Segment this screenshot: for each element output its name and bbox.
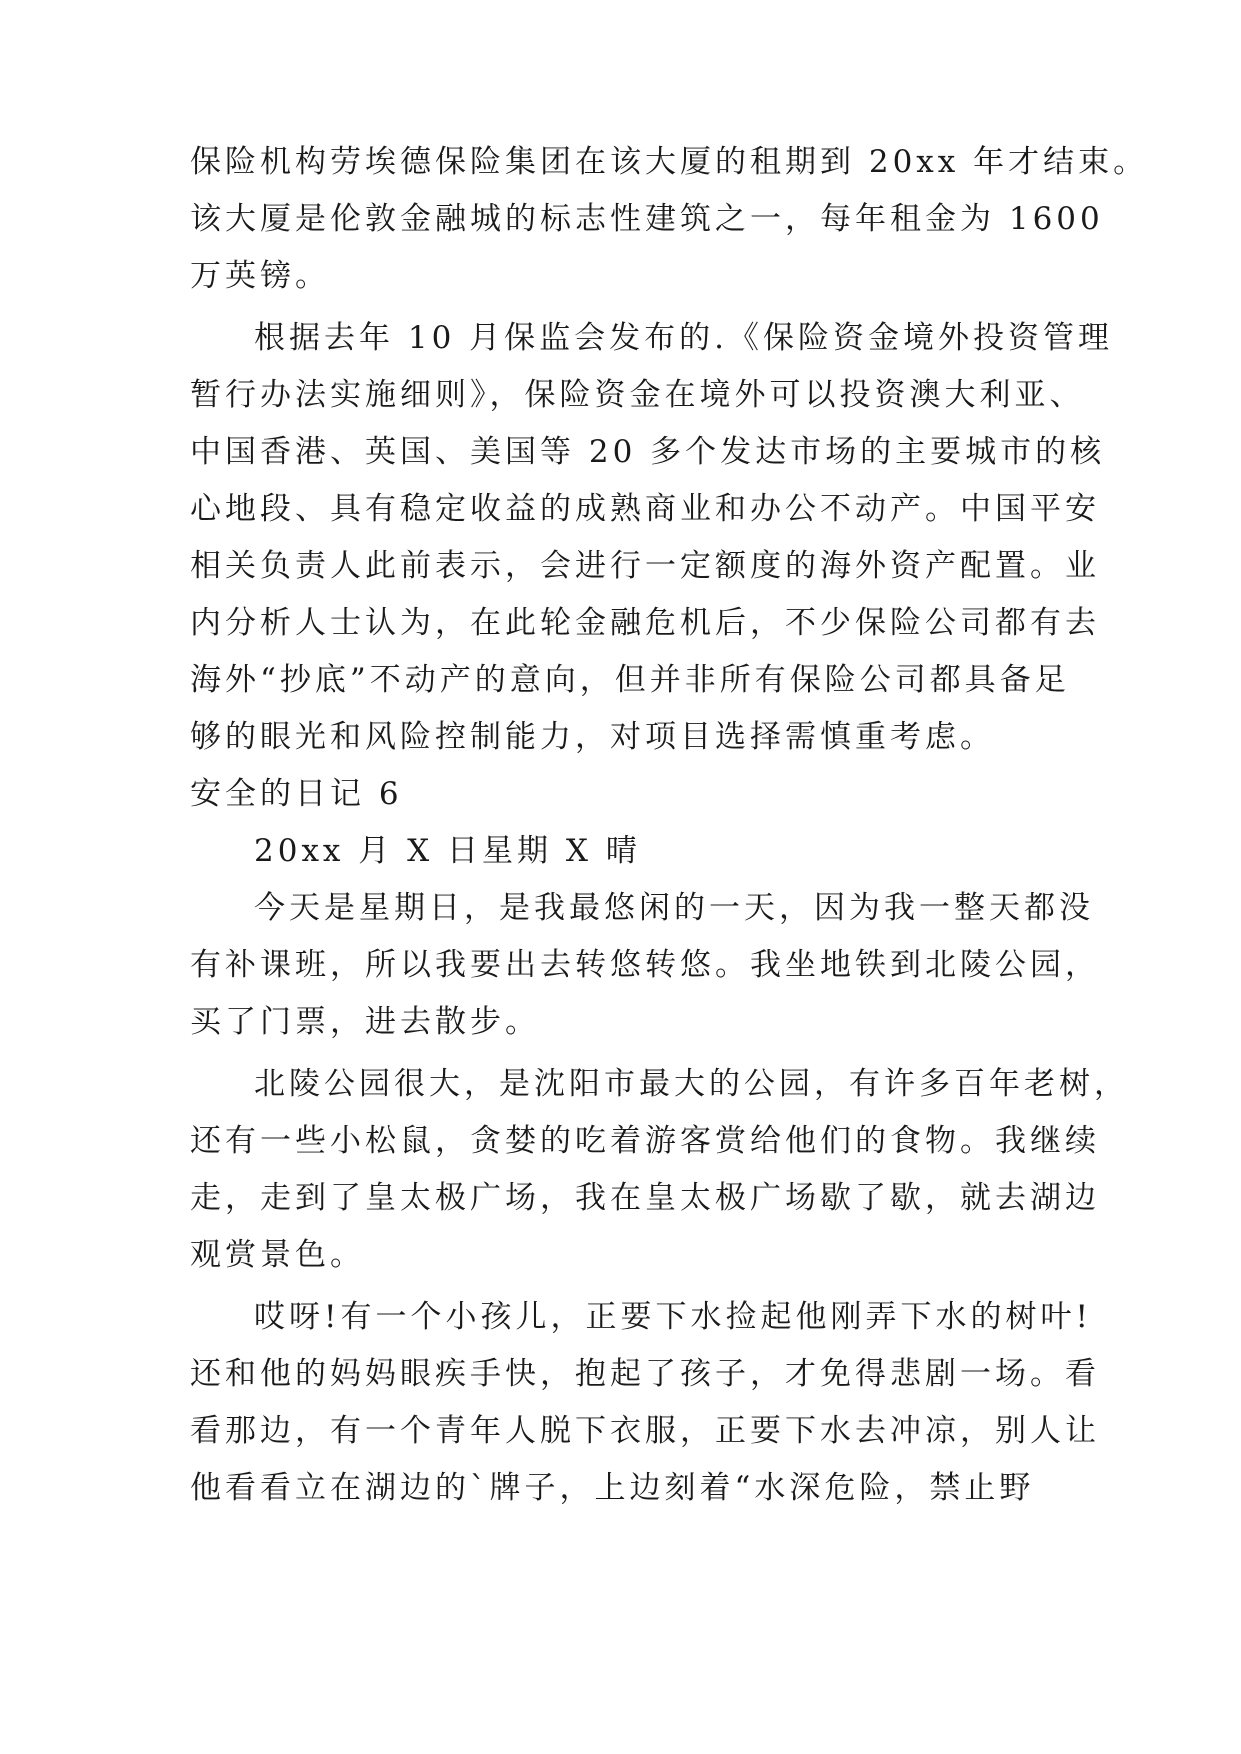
paragraph-4-line-1: 北陵公园很大，是沈阳市最大的公园，有许多百年老树， — [254, 1066, 1129, 1102]
paragraph-2-line-2: 暂行办法实施细则》，保险资金在境外可以投资澳大利亚、 — [190, 377, 1085, 413]
paragraph-1-line-2: 该大厦是伦敦金融城的标志性建筑之一，每年租金为 1600 — [190, 201, 1104, 237]
paragraph-2-line-3: 中国香港、英国、美国等 20 多个发达市场的主要城市的核 — [190, 434, 1106, 470]
paragraph-3-line-1: 今天是星期日，是我最悠闲的一天，因为我一整天都没 — [254, 890, 1094, 926]
section-title: 安全的日记 6 — [190, 776, 403, 812]
paragraph-2-line-4: 心地段、具有稳定收益的成熟商业和办公不动产。中国平安 — [190, 491, 1100, 527]
paragraph-3-line-3: 买了门票，进去散步。 — [190, 1004, 540, 1040]
paragraph-5-line-4: 他看看立在湖边的`牌子，上边刻着“水深危险，禁止野 — [190, 1470, 1035, 1506]
paragraph-5-line-2: 还和他的妈妈眼疾手快，抱起了孩子，才免得悲剧一场。看 — [190, 1356, 1100, 1392]
paragraph-2-line-7: 海外“抄底”不动产的意向，但并非所有保险公司都具备足 — [190, 662, 1070, 698]
paragraph-2-line-6: 内分析人士认为，在此轮金融危机后，不少保险公司都有去 — [190, 605, 1100, 641]
paragraph-3-line-2: 有补课班，所以我要出去转悠转悠。我坐地铁到北陵公园， — [190, 947, 1100, 983]
paragraph-4-line-3: 走，走到了皇太极广场，我在皇太极广场歇了歇，就去湖边 — [190, 1180, 1100, 1216]
paragraph-2-line-5: 相关负责人此前表示，会进行一定额度的海外资产配置。业 — [190, 548, 1100, 584]
paragraph-4-line-4: 观赏景色。 — [190, 1237, 365, 1273]
paragraph-5-line-3: 看那边，有一个青年人脱下衣服，正要下水去冲凉，别人让 — [190, 1413, 1100, 1449]
paragraph-5-line-1: 哎呀!有一个小孩儿，正要下水捡起他刚弄下水的树叶! — [254, 1299, 1092, 1335]
date-line: 20xx 月 X 日星期 X 晴 — [254, 833, 641, 869]
paragraph-2-line-8: 够的眼光和风险控制能力，对项目选择需慎重考虑。 — [190, 719, 995, 755]
paragraph-2-line-1: 根据去年 10 月保监会发布的.《保险资金境外投资管理 — [254, 320, 1114, 356]
paragraph-1-line-1: 保险机构劳埃德保险集团在该大厦的租期到 20xx 年才结束。 — [190, 144, 1149, 180]
paragraph-1-line-3: 万英镑。 — [190, 258, 330, 294]
paragraph-4-line-2: 还有一些小松鼠，贪婪的吃着游客赏给他们的食物。我继续 — [190, 1123, 1100, 1159]
